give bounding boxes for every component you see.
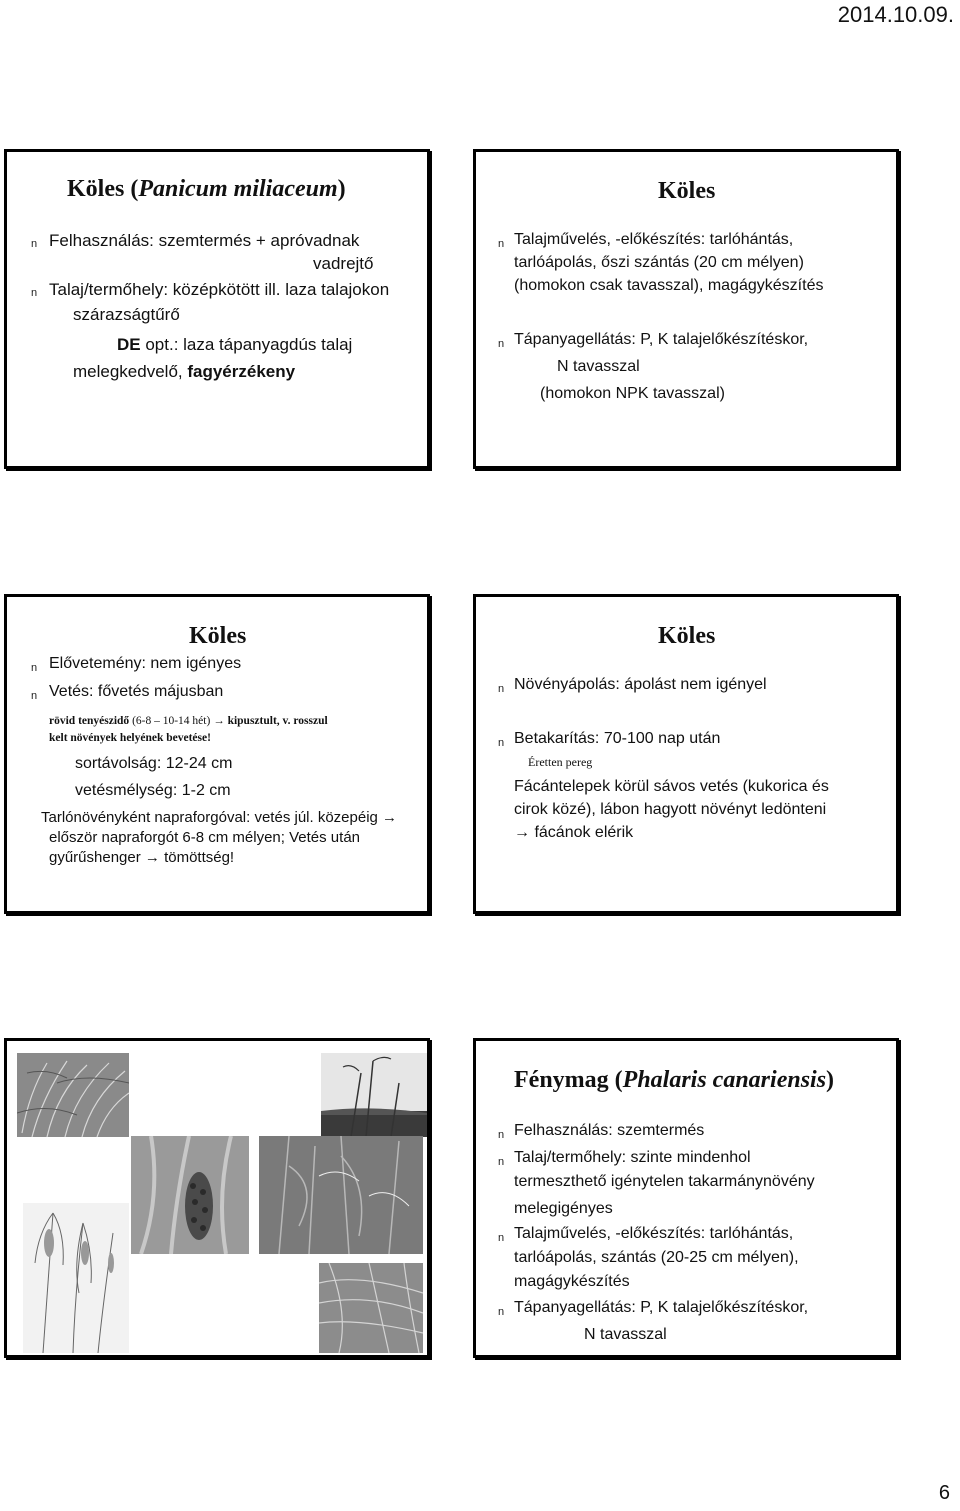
botanical-drawing — [23, 1203, 129, 1353]
slide-text: Tápanyagellátás: P, K talajelőkészítéskor, — [514, 1299, 809, 1316]
slide-text: Tápanyagellátás: P, K talajelőkészítéskor, — [514, 331, 809, 348]
slide-text: Talaj/termőhely: középkötött ill. laza talajokon — [49, 280, 390, 299]
slide-text: Talajművelés, -előkészítés: tarlóhántás, — [514, 231, 794, 248]
slide-text: gyűrűshenger → tömöttség! — [49, 849, 235, 866]
slide-text: (homokon NPK tavasszal) — [540, 385, 725, 402]
slide-koles-panicum — [4, 149, 430, 469]
slide-text: Felhasználás: szemtermés — [514, 1122, 705, 1139]
slide-title: Köles (Panicum miliaceum) — [67, 176, 346, 202]
slide-title: Köles — [189, 623, 247, 649]
bullet-icon: n — [31, 690, 38, 702]
slide-title: Fénymag (Phalaris canariensis) — [514, 1067, 835, 1093]
slide-koles-talajmuveles — [473, 149, 899, 469]
slide-text: Betakarítás: 70-100 nap után — [514, 730, 721, 747]
slide-text: (homokon csak tavasszal), magágykészítés — [514, 277, 824, 294]
millet-plant-photo — [259, 1136, 423, 1254]
slide-text: Tarlónövényként napraforgóval: vetés júl. közepéig → — [41, 809, 398, 826]
millet-grain-photo — [319, 1263, 423, 1353]
slide-title: Köles — [658, 623, 716, 649]
slide-text: Elővetemény: nem igényes — [49, 655, 242, 672]
bullet-icon: n — [31, 662, 38, 674]
millet-field-photo — [17, 1053, 129, 1137]
slide-text: tarlóápolás, szántás (20-25 cm mélyen), — [514, 1249, 799, 1266]
slide-fenymag — [473, 1038, 899, 1358]
slide-text: Éretten pereg — [528, 755, 593, 769]
slide-text: Talaj/termőhely: szinte mindenhol — [514, 1149, 751, 1166]
slide-text: → fácánok elérik — [514, 824, 634, 841]
slide-text: szárazságtűrő — [73, 305, 180, 324]
slide-text: rövid tenyészidő (6-8 – 10-14 hét) → kipusztult, v. rosszul — [49, 715, 328, 727]
bullet-icon: n — [31, 287, 38, 299]
bullet-icon: n — [498, 1156, 505, 1168]
bullet-icon: n — [31, 238, 38, 250]
slide-koles-betakaritas — [473, 594, 899, 914]
slide-text: melegkedvelő, fagyérzékeny — [73, 362, 296, 381]
slide-text: vetésmélység: 1-2 cm — [75, 782, 231, 799]
bullet-icon: n — [498, 238, 505, 250]
slide-text: cirok közé), lábon hagyott növényt ledönteni — [514, 801, 827, 818]
slide-koles-vetes — [4, 594, 430, 914]
bullet-icon: n — [498, 1306, 505, 1318]
slide-text: Növényápolás: ápolást nem igényel — [514, 676, 767, 693]
bullet-icon: n — [498, 1232, 505, 1244]
bullet-icon: n — [498, 338, 505, 350]
slide-text: tarlóápolás, őszi szántás (20 cm mélyen) — [514, 254, 804, 271]
slide-text: magágykészítés — [514, 1273, 630, 1290]
slide-text: Fácántelepek körül sávos vetés (kukorica és — [514, 778, 829, 795]
slide-text: DE opt.: laza tápanyagdús talaj — [117, 335, 353, 354]
slide-text: Vetés: fővetés májusban — [49, 683, 224, 700]
bullet-icon: n — [498, 1129, 505, 1141]
bullet-icon: n — [498, 737, 505, 749]
slide-title: Köles — [658, 178, 716, 204]
slide-text: melegigényes — [514, 1200, 613, 1217]
millet-panicle-photo — [131, 1136, 249, 1254]
page-number: 6 — [938, 1482, 950, 1504]
bullet-icon: n — [498, 683, 505, 695]
slide-photo-collage — [4, 1038, 430, 1358]
slide-text: Talajművelés, -előkészítés: tarlóhántás, — [514, 1225, 794, 1242]
slide-text: kelt növények helyének bevetése! — [49, 732, 211, 744]
slide-text: N tavasszal — [584, 1326, 667, 1343]
slide-text: termeszthető igénytelen takarmánynövény — [514, 1173, 815, 1190]
slide-text: N tavasszal — [557, 358, 640, 375]
millet-sky-photo — [321, 1053, 427, 1137]
slide-text: vadrejtő — [313, 254, 374, 273]
slide-text: először napraforgót 6-8 cm mélyen; Vetés után — [49, 829, 361, 846]
document-date: 2014.10.09. — [837, 2, 954, 27]
slide-text: sortávolság: 12-24 cm — [75, 755, 233, 772]
slide-text: Felhasználás: szemtermés + apróvadnak — [49, 231, 360, 250]
